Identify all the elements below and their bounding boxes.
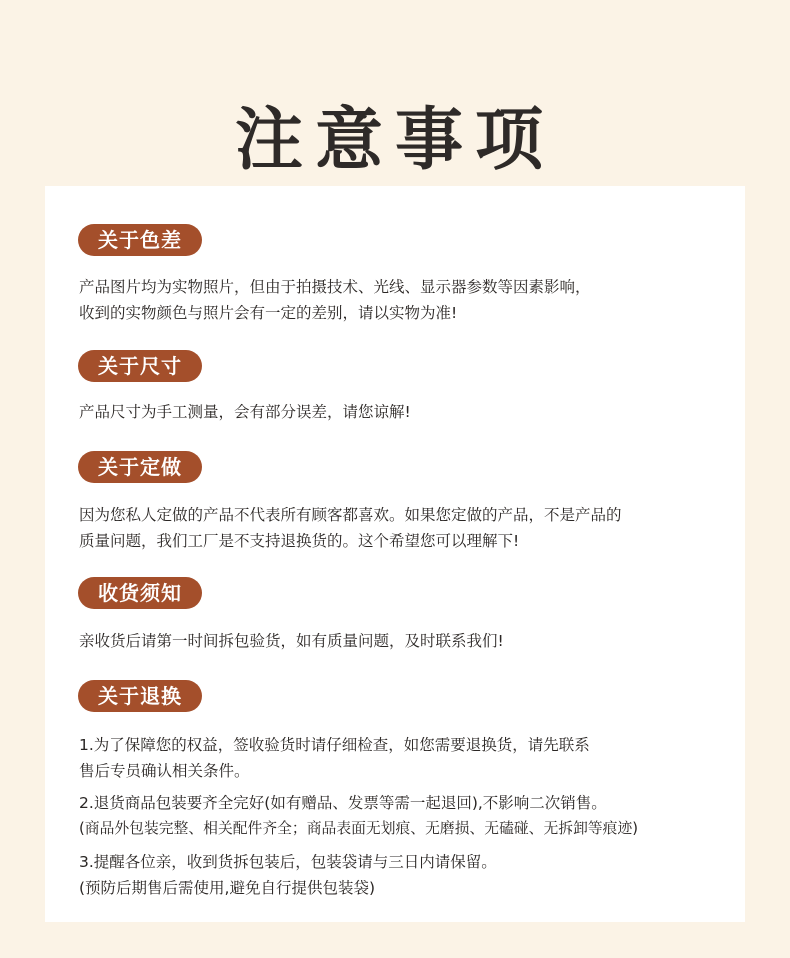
section-heading-returns: 关于退换 [78, 680, 202, 712]
text-line: 质量问题，我们工厂是不支持退换货的。这个希望您可以理解下! [79, 532, 520, 550]
section-heading-size: 关于尺寸 [78, 350, 202, 382]
text-line: 收到的实物颜色与照片会有一定的差别，请以实物为准! [79, 304, 458, 322]
text-line: 亲收货后请第一时间拆包验货，如有质量问题，及时联系我们! [79, 632, 504, 650]
section-text-size [79, 399, 729, 425]
text-line: 因为您私人定做的产品不代表所有顾客都喜欢。如果您定做的产品，不是产品的 [79, 506, 622, 524]
section-text-color-difference [79, 274, 729, 326]
text-line: 产品图片均为实物照片，但由于拍摄技术、光线、显示器参数等因素影响， [79, 278, 591, 296]
returns-item-2 [79, 790, 729, 842]
text-line: 售后专员确认相关条件。 [79, 762, 250, 780]
text-line: 产品尺寸为手工测量，会有部分误差，请您谅解! [79, 403, 411, 421]
page-title: 注意事项 [234, 101, 555, 180]
section-text-receipt [79, 628, 729, 654]
notice-card [45, 186, 745, 922]
section-text-custom-made [79, 502, 729, 554]
text-line: 3.提醒各位亲，收到货拆包装后，包装袋请与三日内请保留。 [79, 853, 497, 871]
text-line: (商品外包装完整、相关配件齐全；商品表面无划痕、无磨损、无磕碰、无拆卸等痕迹) [79, 820, 639, 837]
text-line: 1.为了保障您的权益，签收验货时请仔细检查，如您需要退换货，请先联系 [79, 736, 590, 754]
returns-item-3 [79, 849, 729, 901]
section-heading-receipt: 收货须知 [78, 577, 202, 609]
returns-item-1 [79, 732, 729, 784]
text-line: 2.退货商品包装要齐全完好(如有赠品、发票等需一起退回),不影响二次销售。 [79, 794, 607, 812]
section-heading-color-difference: 关于色差 [78, 224, 202, 256]
text-line: (预防后期售后需使用,避免自行提供包装袋) [79, 879, 376, 897]
section-heading-custom-made: 关于定做 [78, 451, 202, 483]
